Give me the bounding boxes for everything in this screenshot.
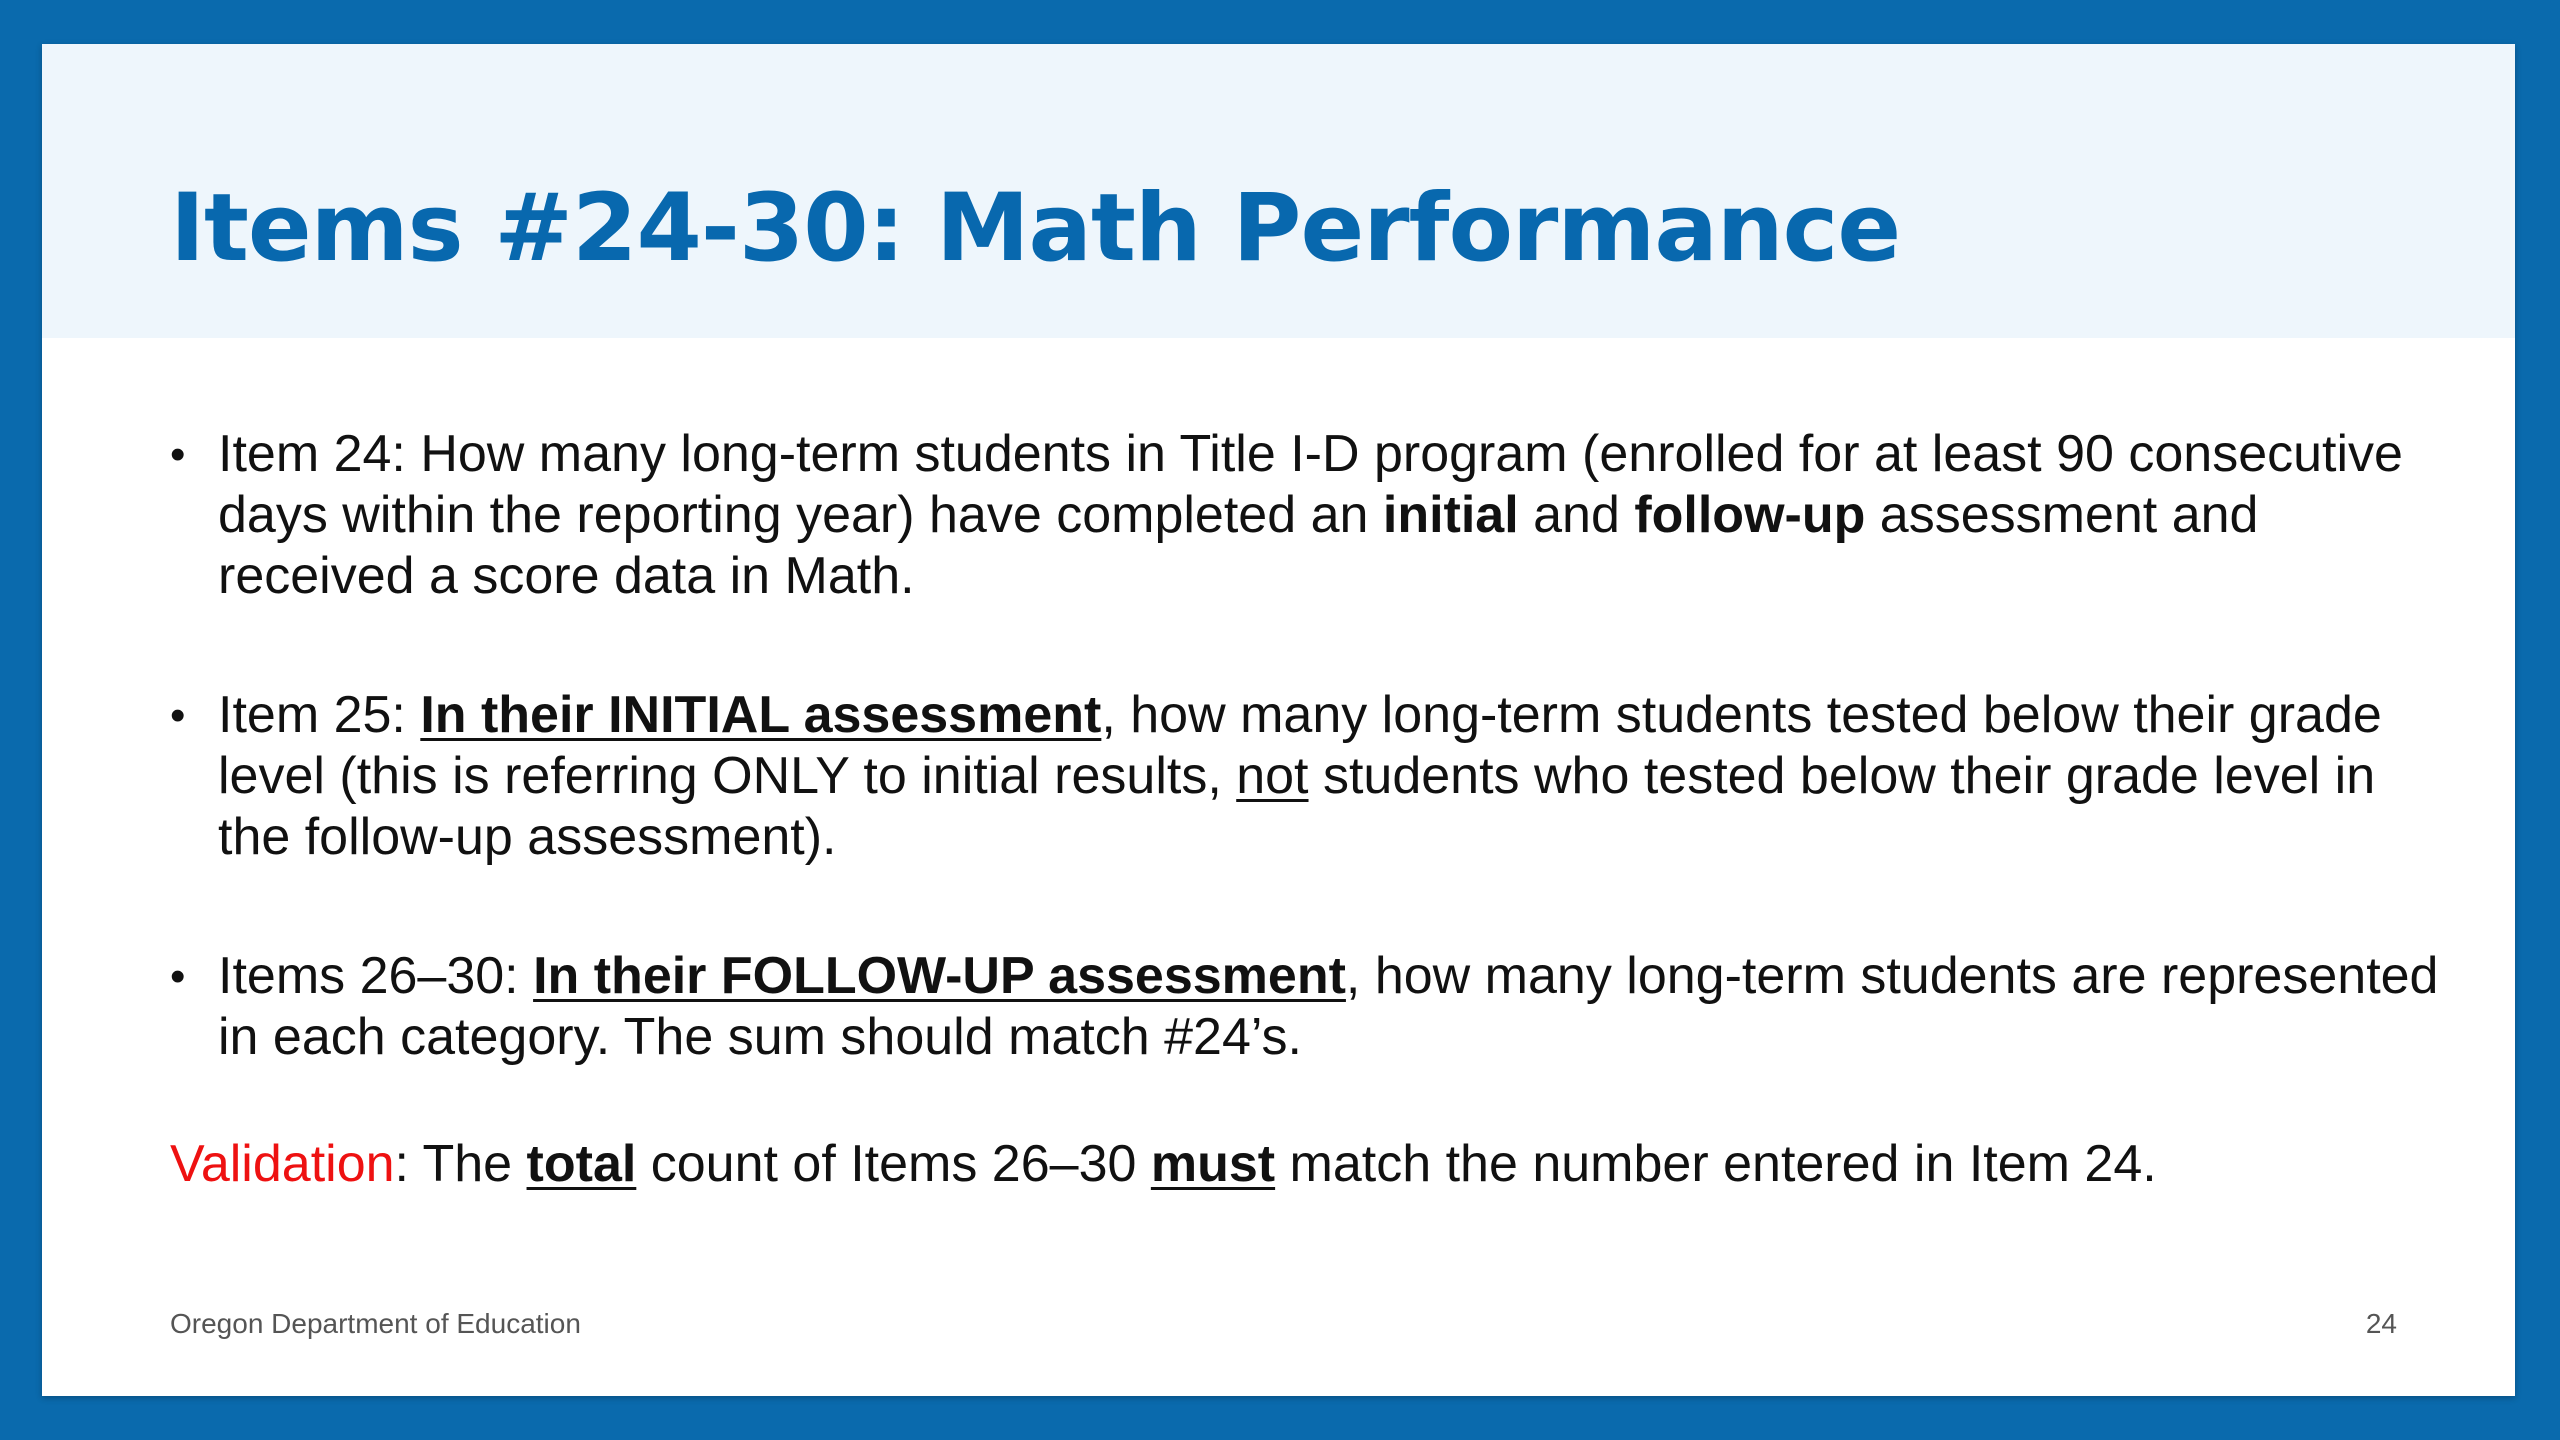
validation-note xyxy=(170,1134,2440,1195)
item24-text: Item 24: How many long-term students in Title I-D program (enrolled for at least 90 consecutive days within the reporting year) have completed an xyxy=(218,425,2403,544)
bullet-marker: • xyxy=(170,691,186,740)
footer-organization: Oregon Department of Education xyxy=(170,1308,581,1339)
validation-must: must xyxy=(1150,1135,1276,1193)
slide-title: Items #24-30: Math Performance xyxy=(170,174,1901,283)
item25-suffix: students who tested below their grade level in the follow-up assessment). xyxy=(218,747,2376,866)
slide-content xyxy=(170,424,2440,1247)
item26-suffix: , how many long-term students are represented in each category. The sum should match #24’s. xyxy=(218,947,2439,1066)
item25-not: not xyxy=(1236,747,1309,805)
item26-emphasis: In their FOLLOW-UP assessment xyxy=(533,947,1346,1005)
bullet-marker: • xyxy=(170,952,186,1001)
item25-emphasis: In their INITIAL assessment xyxy=(420,686,1102,744)
bullet-marker: • xyxy=(170,430,186,479)
validation-part1: : The xyxy=(394,1135,527,1193)
slide xyxy=(42,44,2515,1396)
item24-and: and xyxy=(1518,486,1635,544)
bullet-item-24 xyxy=(170,424,2440,607)
item26-prefix: Items 26–30: xyxy=(218,947,534,1005)
item24-followup: follow-up xyxy=(1634,486,1866,544)
bullet-items-26-30 xyxy=(170,946,2440,1068)
validation-total: total xyxy=(526,1135,637,1193)
item25-mid: , how many long-term students tested below their grade level (this is referring ONLY to initial results, xyxy=(218,686,2382,805)
footer-page-number: 24 xyxy=(2365,1308,2397,1339)
validation-label: Validation xyxy=(170,1135,395,1193)
item25-prefix: Item 25: xyxy=(218,686,421,744)
validation-part3: match the number entered in Item 24. xyxy=(1275,1135,2157,1193)
validation-part2: count of Items 26–30 xyxy=(636,1135,1151,1193)
item24-suffix: assessment and received a score data in Math. xyxy=(218,486,2259,605)
item24-initial: initial xyxy=(1382,486,1519,544)
bullet-item-25 xyxy=(170,685,2440,868)
title-band xyxy=(42,44,2515,338)
